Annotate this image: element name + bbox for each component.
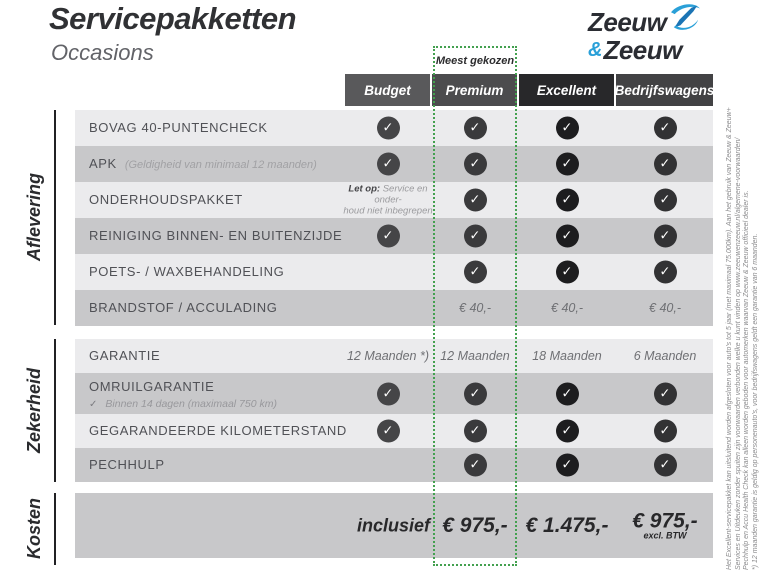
column-header-budget: Budget <box>345 74 430 106</box>
cell-value: 12 Maanden *) <box>346 349 429 363</box>
table-cell <box>620 153 710 176</box>
fine-print-line: Het Excellent-servicepakket kan uitsluitend worden afgesloten voor auto's tot 5 jaar (met maximaal 75.000km). Aan het gebruik van Zeeuw & Zeeuw+ <box>726 107 733 570</box>
price-bedrijfswagens: € 975,- excl. BTW <box>620 511 710 540</box>
table-row <box>75 146 713 182</box>
check-icon: ✓ <box>654 382 677 405</box>
cell-value: € 40,- <box>551 301 583 315</box>
table-row <box>75 414 713 448</box>
row-label-group <box>89 422 347 440</box>
logo-z-swoosh-icon <box>668 2 702 38</box>
aflevering-rows <box>75 110 713 326</box>
cell-note: Let op: Service en onder- houd niet inbegrepen <box>343 183 433 217</box>
column-header-bedrijfswagens: Bedrijfswagens <box>616 74 713 106</box>
zeeuw-zeeuw-logo <box>588 6 738 65</box>
row-label: GEGARANDEERDE KILOMETERSTAND <box>89 423 347 438</box>
table-cell <box>430 420 520 443</box>
check-icon: ✓ <box>464 189 487 212</box>
table-cell <box>522 347 612 365</box>
check-icon: ✓ <box>377 420 400 443</box>
table-cell <box>522 454 612 477</box>
table-row <box>75 182 713 218</box>
row-label: REINIGING BINNEN- EN BUITENZIJDE <box>89 228 343 243</box>
table-cell <box>430 299 520 317</box>
page-title: Servicepakketten <box>49 1 297 36</box>
check-icon: ✓ <box>464 261 487 284</box>
check-icon: ✓ <box>377 153 400 176</box>
table-cell <box>522 225 612 248</box>
table-cell <box>343 420 433 443</box>
check-icon: ✓ <box>556 382 579 405</box>
check-icon: ✓ <box>377 225 400 248</box>
table-cell <box>522 153 612 176</box>
table-cell <box>430 261 520 284</box>
table-row <box>75 218 713 254</box>
check-icon: ✓ <box>464 454 487 477</box>
check-icon: ✓ <box>556 189 579 212</box>
check-icon: ✓ <box>556 225 579 248</box>
table-cell <box>343 347 433 365</box>
price-premium: € 975,- <box>442 513 508 537</box>
table-cell <box>620 420 710 443</box>
fine-print-line: *) 12 maanden garantie is geldig op personenauto's, voor bedrijfswagens geldt een garantie van 6 maanden. <box>751 233 759 570</box>
check-icon: ✓ <box>654 420 677 443</box>
section-label-kosten: Kosten <box>23 498 44 560</box>
check-icon: ✓ <box>556 117 579 140</box>
table-cell <box>620 347 710 365</box>
table-cell <box>620 225 710 248</box>
row-label-group <box>89 263 284 281</box>
check-icon: ✓ <box>377 117 400 140</box>
check-icon: ✓ <box>464 225 487 248</box>
logo-word-1: Zeeuw <box>588 7 667 37</box>
cell-value: € 40,- <box>649 301 681 315</box>
table-cell <box>430 153 520 176</box>
table-cell <box>620 299 710 317</box>
check-icon: ✓ <box>654 225 677 248</box>
fine-print-line: Services en Uitdeuken zonder spuiten zijn voorwaarden verbonden welke u kunt vinden op www.zeeuwenzeeuw.nl/algemene-voorwaarden/ <box>734 137 742 570</box>
row-sublabel: ✓ Binnen 14 dagen (maximaal 750 km) <box>89 397 277 410</box>
column-header-excellent: Excellent <box>519 74 614 106</box>
cell-value: € 40,- <box>459 301 491 315</box>
cell-value: 18 Maanden <box>532 349 602 363</box>
section-label-aflevering: Aflevering <box>23 173 44 262</box>
cell-value: 6 Maanden <box>633 349 697 363</box>
row-label-group <box>89 456 165 474</box>
check-icon: ✓ <box>556 153 579 176</box>
section-label-zekerheid: Zekerheid <box>23 367 44 454</box>
row-label-group <box>89 347 160 365</box>
check-icon: ✓ <box>464 153 487 176</box>
page-subtitle: Occasions <box>51 40 154 65</box>
fine-print <box>726 58 760 570</box>
table-cell <box>522 420 612 443</box>
table-row <box>75 448 713 482</box>
table-cell <box>620 454 710 477</box>
column-header-premium: Premium <box>432 74 517 106</box>
table-cell <box>430 347 520 365</box>
table-cell <box>430 454 520 477</box>
row-label: ONDERHOUDSPAKKET <box>89 192 243 207</box>
table-row <box>75 254 713 290</box>
price-excellent: € 1.475,- <box>525 513 609 537</box>
table-cell <box>430 189 520 212</box>
row-label-group <box>89 227 342 245</box>
fine-print-line: Pechhulp en Accu Health Check kan alleen worden geboden voor automerken waarvan Zeeuw & Zeeuw officieel dealer is. <box>743 190 750 570</box>
table-cell <box>522 117 612 140</box>
table-cell <box>620 189 710 212</box>
check-icon: ✓ <box>556 420 579 443</box>
table-cell <box>430 225 520 248</box>
check-icon: ✓ <box>464 420 487 443</box>
row-label: POETS- / WAXBEHANDELING <box>89 264 285 279</box>
section-divider-line <box>54 110 56 325</box>
row-label-group <box>89 299 278 317</box>
check-icon: ✓ <box>654 153 677 176</box>
table-cell <box>522 299 612 317</box>
check-icon: ✓ <box>556 454 579 477</box>
table-cell <box>343 225 433 248</box>
table-cell <box>343 117 433 140</box>
cell-value: 12 Maanden <box>440 349 510 363</box>
check-icon: ✓ <box>654 454 677 477</box>
meest-gekozen-badge: Meest gekozen <box>435 48 515 73</box>
row-label-group <box>89 155 317 173</box>
section-divider-line <box>54 339 56 482</box>
small-check-icon: ✓ <box>89 398 98 410</box>
price-budget: inclusief <box>356 515 430 535</box>
table-row <box>75 373 713 414</box>
price-btw-note: excl. BTW <box>643 530 687 540</box>
row-label-group <box>89 119 268 137</box>
zekerheid-rows <box>75 339 713 482</box>
table-cell <box>343 382 433 405</box>
table-cell <box>620 261 710 284</box>
table-cell <box>620 117 710 140</box>
table-cell <box>343 184 433 217</box>
row-label: GARANTIE <box>89 348 161 363</box>
table-row <box>75 110 713 146</box>
row-label: BOVAG 40-PUNTENCHECK <box>89 120 268 135</box>
table-cell <box>343 153 433 176</box>
row-label-group <box>89 378 277 410</box>
logo-ampersand: & <box>588 39 603 61</box>
check-icon: ✓ <box>464 117 487 140</box>
check-icon: ✓ <box>654 261 677 284</box>
table-cell <box>522 189 612 212</box>
row-label: OMRUILGARANTIE <box>89 378 215 394</box>
check-icon: ✓ <box>377 382 400 405</box>
table-cell <box>620 382 710 405</box>
check-icon: ✓ <box>654 189 677 212</box>
row-label-group <box>89 191 243 209</box>
kosten-row <box>75 493 713 558</box>
row-label: APK <box>89 156 117 171</box>
row-sublabel: (Geldigheid van minimaal 12 maanden) <box>124 159 317 171</box>
row-label: BRANDSTOF / ACCULADING <box>89 300 278 315</box>
table-cell <box>522 382 612 405</box>
table-cell <box>430 382 520 405</box>
table-row <box>75 290 713 326</box>
logo-word-2: Zeeuw <box>603 35 682 65</box>
check-icon: ✓ <box>654 117 677 140</box>
section-divider-line <box>54 493 56 565</box>
check-icon: ✓ <box>464 382 487 405</box>
table-row <box>75 339 713 373</box>
row-label: PECHHULP <box>89 457 165 472</box>
table-cell <box>430 117 520 140</box>
table-cell <box>522 261 612 284</box>
check-icon: ✓ <box>556 261 579 284</box>
